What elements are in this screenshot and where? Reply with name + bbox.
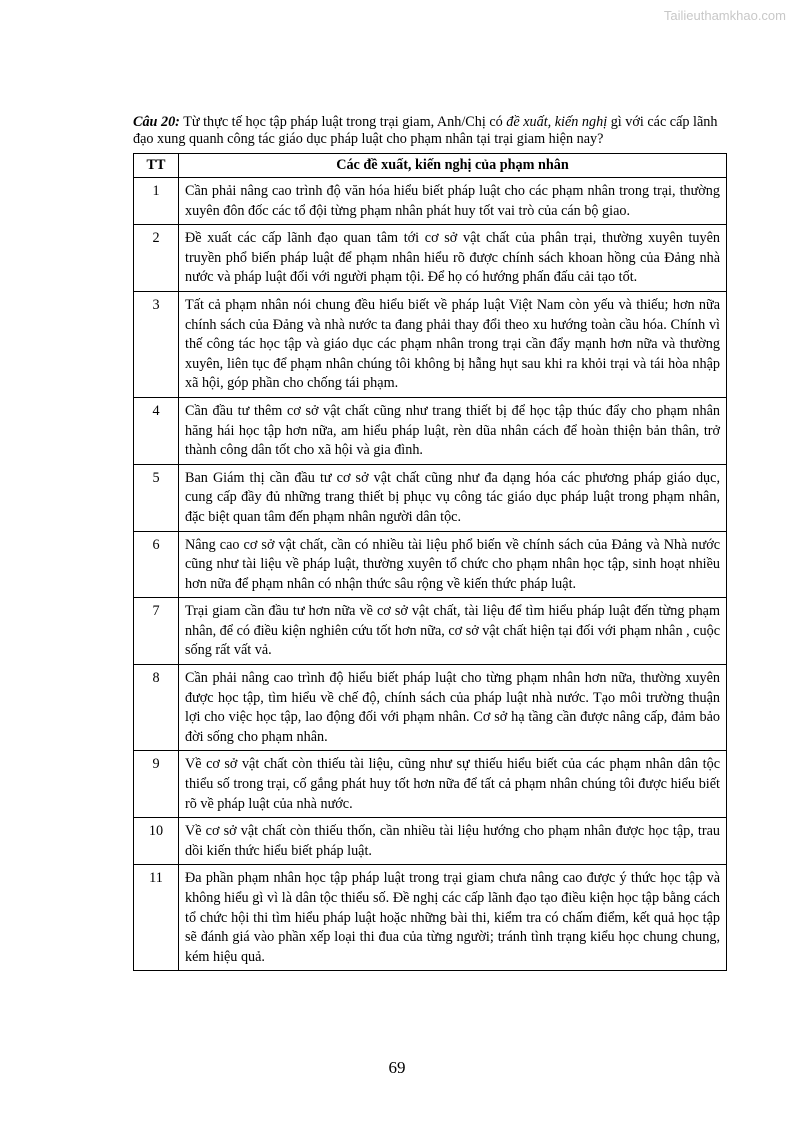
watermark: Tailieuthamkhao.com bbox=[663, 8, 786, 23]
row-proposal-text: Cần đầu tư thêm cơ sở vật chất cũng như trang thiết bị để học tập thúc đẩy cho phạm nhân hăng hái học tập hơn nữa, am hiểu pháp luật, rèn dũa nhân cách để hoàn thiện bản thân, trở thành công dân tốt cho xã hội và gia đình. bbox=[179, 397, 727, 464]
question-emphasis: đề xuất, kiến nghị bbox=[506, 114, 608, 130]
header-proposals: Các đề xuất, kiến nghị của phạm nhân bbox=[179, 154, 727, 178]
table-row bbox=[134, 818, 727, 865]
table-row bbox=[134, 598, 727, 665]
row-number: 2 bbox=[134, 225, 179, 292]
table-row bbox=[134, 531, 727, 598]
table-row bbox=[134, 291, 727, 397]
question-number: Câu 20: bbox=[133, 114, 180, 130]
row-proposal-text: Ban Giám thị cần đầu tư cơ sở vật chất cũng như đa dạng hóa các phương pháp giáo dục, cung cấp đầy đủ những trang thiết bị phục vụ công tác giáo dục pháp luật trong phạm nhân, đặc biệt quan tâm đến phạm nhân người dân tộc. bbox=[179, 464, 727, 531]
row-proposal-text: Về cơ sở vật chất còn thiếu thốn, cần nhiều tài liệu hướng cho phạm nhân được học tập, trau dồi kiến thức hiểu biết pháp luật. bbox=[179, 818, 727, 865]
row-number: 8 bbox=[134, 665, 179, 751]
table-row bbox=[134, 397, 727, 464]
row-number: 7 bbox=[134, 598, 179, 665]
table-row bbox=[134, 865, 727, 971]
row-proposal-text: Nâng cao cơ sở vật chất, cần có nhiều tài liệu phổ biến về chính sách của Đảng và Nhà nước cũng như tài liệu về pháp luật, thường xuyên tổ chức cho phạm nhân học tập, sinh hoạt nhiều hơn nữa để phạm nhân có nhận thức sâu rộng về kiến thức pháp luật. bbox=[179, 531, 727, 598]
row-number: 4 bbox=[134, 397, 179, 464]
row-proposal-text: Tất cả phạm nhân nói chung đều hiểu biết về pháp luật Việt Nam còn yếu và thiếu; hơn nữa chính sách của Đảng và nhà nước ta đang phải thay đổi theo xu hướng toàn cầu hóa. Chính vì thế công tác học tập và giáo dục các phạm nhân trong trại cần đẩy mạnh hơn nữa và thường xuyên, liên tục để phạm nhân chúng tôi không bị hẫng hụt sau khi ra khỏi trại và tái hòa nhập xã hội, góp phần cho chống tái phạm. bbox=[179, 291, 727, 397]
table-row bbox=[134, 751, 727, 818]
header-tt: TT bbox=[134, 154, 179, 178]
proposals-table bbox=[133, 153, 727, 971]
page-number: 69 bbox=[388, 1058, 406, 1077]
question-text-after: gì với các cấp lãnh đạo xung quanh công tác giáo dục pháp luật cho phạm nhân tại trại giam hiện nay? bbox=[133, 114, 718, 147]
row-proposal-text: Đề xuất các cấp lãnh đạo quan tâm tới cơ sở vật chất của phân trại, thường xuyên tuyên truyền phổ biến pháp luật để phạm nhân hiểu rõ được chính sách khoan hồng của Đảng nhà nước và pháp luật đối với người phạm tội. Để họ có hướng phấn đấu cải tạo tốt. bbox=[179, 225, 727, 292]
row-number: 9 bbox=[134, 751, 179, 818]
row-proposal-text: Về cơ sở vật chất còn thiếu tài liệu, cũng như sự thiếu hiểu biết của các phạm nhân dân tộc thiểu số trong trại, cố gắng phát huy tốt hơn nữa để tất cả phạm nhân chúng tôi được hiểu biết rõ về pháp luật của nhà nước. bbox=[179, 751, 727, 818]
row-number: 11 bbox=[134, 865, 179, 971]
row-number: 10 bbox=[134, 818, 179, 865]
row-proposal-text: Cần phải nâng cao trình độ hiểu biết pháp luật cho từng phạm nhân hơn nữa, thường xuyên được học tập, tìm hiểu về chế độ, chính sách của pháp luật nhà nước. Tạo môi trường thuận lợi cho việc học tập, lao động đối với phạm nhân. Cơ sở hạ tầng cần được nâng cấp, đảm bảo đời sống cho phạm nhân. bbox=[179, 665, 727, 751]
row-proposal-text: Cần phải nâng cao trình độ văn hóa hiểu biết pháp luật cho các phạm nhân trong trại, thường xuyên đôn đốc các tổ đội từng phạm nhân phát huy tốt vai trò của cán bộ giao. bbox=[179, 178, 727, 225]
row-number: 6 bbox=[134, 531, 179, 598]
table-row bbox=[134, 178, 727, 225]
table-row bbox=[134, 665, 727, 751]
question-paragraph bbox=[133, 114, 727, 148]
row-number: 5 bbox=[134, 464, 179, 531]
table-body bbox=[134, 178, 727, 971]
question-text-before: Từ thực tế học tập pháp luật trong trại giam, Anh/Chị có bbox=[179, 114, 507, 130]
row-proposal-text: Trại giam cần đầu tư hơn nữa về cơ sở vật chất, tài liệu để tìm hiểu pháp luật đến từng phạm nhân, để có điều kiện nghiên cứu tốt hơn nữa, cơ sở vật chất hiện tại đối với phạm nhân , cuộc sống rất vất vả. bbox=[179, 598, 727, 665]
row-number: 1 bbox=[134, 178, 179, 225]
table-header-row bbox=[134, 154, 727, 178]
row-proposal-text: Đa phần phạm nhân học tập pháp luật trong trại giam chưa nâng cao được ý thức học tập và không hiểu gì vì là dân tộc thiểu số. Đề nghị các cấp lãnh đạo tạo điều kiện học tập bằng cách tổ chức hội thi tìm hiểu pháp luật hoặc những bài thi, kiểm tra có chấm điểm, kết quả học tập sẽ đánh giá vào phần xếp loại thi đua của từng người; tránh tình trạng kiểu học chung chung, kém hiệu quả. bbox=[179, 865, 727, 971]
table-row bbox=[134, 225, 727, 292]
row-number: 3 bbox=[134, 291, 179, 397]
table-row bbox=[134, 464, 727, 531]
